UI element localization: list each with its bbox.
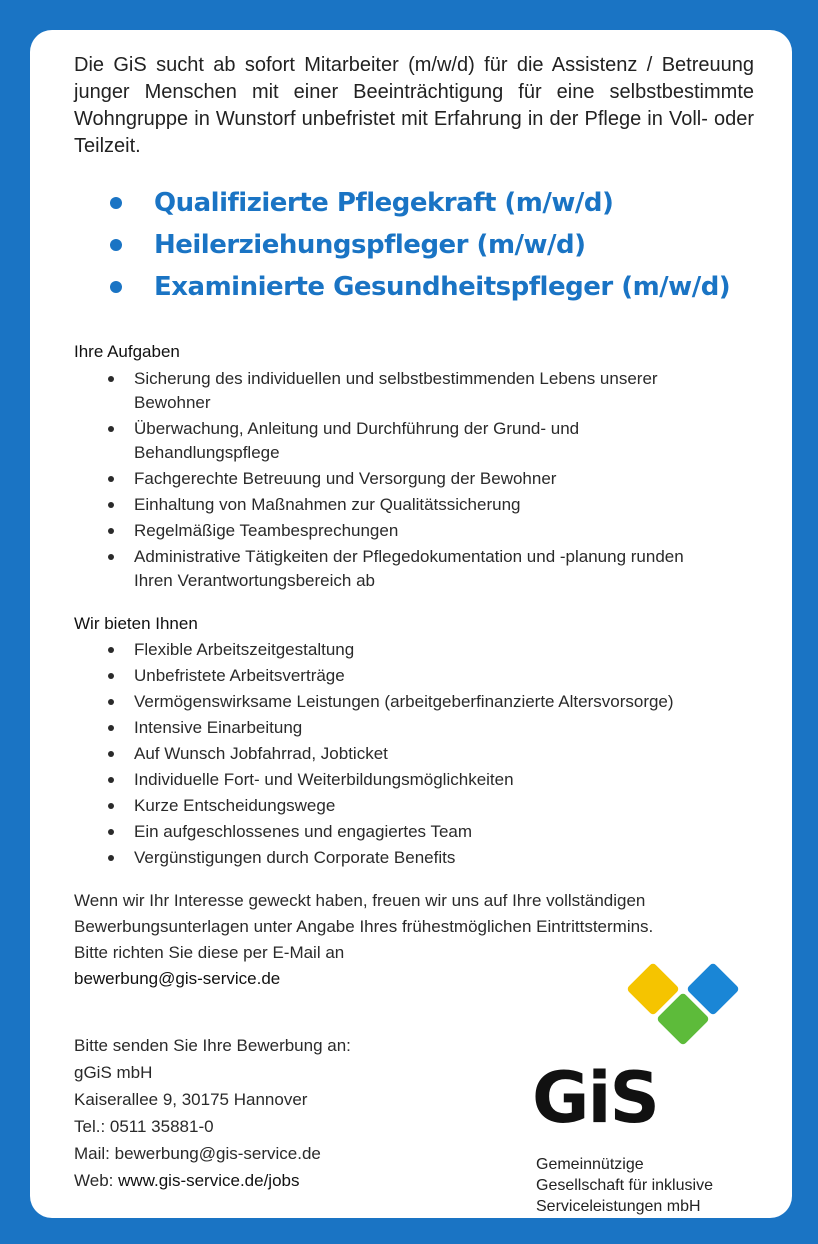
position-item [110,182,730,224]
address: Kaiserallee 9, 30175 Hannover [74,1090,308,1109]
gis-logo [530,958,760,1215]
bullet-icon [108,528,114,534]
list-item [104,742,724,766]
list-item-text: Unbefristete Arbeitsverträge [134,666,345,685]
list-item-text: Fachgerechte Betreuung und Versorgung der Bewohner [134,469,557,488]
bullet-icon [110,197,122,209]
bullet-icon [108,673,114,679]
bullet-icon [108,647,114,653]
position-item [110,266,730,308]
contact-intro: Bitte senden Sie Ihre Bewerbung an: [74,1036,351,1055]
list-item [104,820,724,844]
position-list [110,182,730,308]
tasks-list [104,367,724,595]
web-link[interactable]: www.gis-service.de/jobs [118,1171,300,1190]
list-item [104,417,724,465]
list-item-text: Vermögenswirksame Leistungen (arbeitgeberfinanzierte Altersvorsorge) [134,692,674,711]
job-ad-card [30,30,792,1218]
list-item [104,638,724,662]
bullet-icon [108,725,114,731]
list-item [104,716,724,740]
list-item-text: Flexible Arbeitszeitgestaltung [134,640,355,659]
phone: Tel.: 0511 35881-0 [74,1117,214,1136]
offers-list [104,638,724,872]
list-item-text: Administrative Tätigkeiten der Pflegedokumentation und -planung runden Ihren Verantwortungsbereich ab [134,547,684,590]
bullet-icon [108,829,114,835]
bullet-icon [108,777,114,783]
position-label: Qualifizierte Pflegekraft (m/w/d) [154,188,614,218]
web-row [74,1167,351,1194]
list-item [104,467,724,491]
bullet-icon [110,281,122,293]
contact-block [74,1032,351,1194]
list-item [104,519,724,543]
list-item [104,846,724,870]
list-item-text: Intensive Einarbeitung [134,718,303,737]
list-item-text: Einhaltung von Maßnahmen zur Qualitätssicherung [134,495,521,514]
bullet-icon [108,376,114,382]
list-item [104,690,724,714]
closing-line: Bitte richten Sie diese per E-Mail an [74,943,345,962]
application-email-link[interactable]: bewerbung@gis-service.de [74,969,281,988]
position-item [110,224,730,266]
bullet-icon [108,426,114,432]
closing-line: Bewerbungsunterlagen unter Angabe Ihres frühestmöglichen Eintrittstermins. [74,917,654,936]
mail: Mail: bewerbung@gis-service.de [74,1144,321,1163]
list-item [104,664,724,688]
bullet-icon [108,476,114,482]
offers-heading: Wir bieten Ihnen [74,614,198,633]
position-label: Heilerziehungspfleger (m/w/d) [154,230,586,260]
list-item-text: Sicherung des individuellen und selbstbestimmenden Lebens unserer Bewohner [134,369,658,412]
logo-subtitle-line: Serviceleistungen mbH [536,1198,701,1215]
list-item [104,768,724,792]
list-item-text: Ein aufgeschlossenes und engagiertes Team [134,822,473,841]
list-item-text: Regelmäßige Teambesprechungen [134,521,399,540]
list-item-text: Überwachung, Anleitung und Durchführung der Grund- und Behandlungspflege [134,419,580,462]
list-item [104,367,724,415]
bullet-icon [108,502,114,508]
bullet-icon [108,751,114,757]
list-item-text: Vergünstigungen durch Corporate Benefits [134,848,456,867]
list-item [104,545,724,593]
list-item-text: Auf Wunsch Jobfahrrad, Jobticket [134,744,388,763]
tasks-heading: Ihre Aufgaben [74,342,180,361]
logo-wordmark: GiS [532,1057,658,1139]
bullet-icon [108,803,114,809]
position-label: Examinierte Gesundheitspfleger (m/w/d) [154,272,731,302]
logo-subtitle-line: Gemeinnützige [536,1156,644,1173]
bullet-icon [110,239,122,251]
list-item-text: Individuelle Fort- und Weiterbildungsmöglichkeiten [134,770,514,789]
bullet-icon [108,855,114,861]
closing-line: Wenn wir Ihr Interesse geweckt haben, freuen wir uns auf Ihre vollständigen [74,891,646,910]
bullet-icon [108,699,114,705]
list-item [104,493,724,517]
list-item [104,794,724,818]
logo-diamonds-icon [622,958,752,1058]
bullet-icon [108,554,114,560]
logo-subtitle-line: Gesellschaft für inklusive [536,1177,713,1194]
intro-paragraph: Die GiS sucht ab sofort Mitarbeiter (m/w/d) für die Assistenz / Betreuung junger Menschen mit einer Beeinträchtigung für eine selbstbestimmte Wohngruppe in Wunstorf unbefristet mit Erfahrung in der Pflege in Voll- oder Teilzeit. [74,54,754,157]
logo-subtitle [536,1154,766,1217]
list-item-text: Kurze Entscheidungswege [134,796,336,815]
company-name: gGiS mbH [74,1063,153,1082]
web-label: Web: [74,1171,119,1190]
